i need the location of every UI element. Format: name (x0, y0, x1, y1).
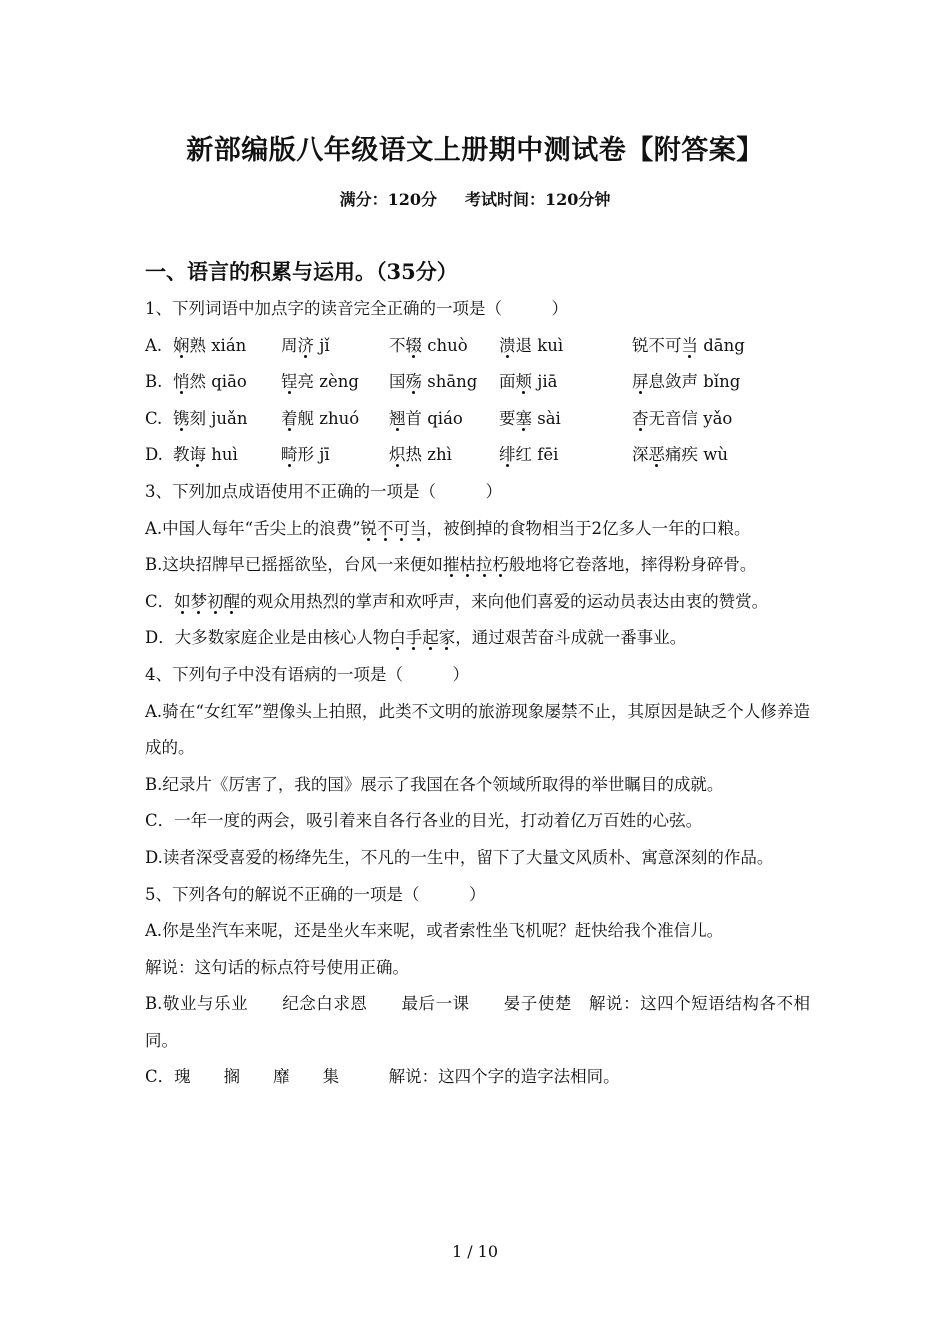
q3-stem: 3、下列加点成语使用不正确的一项是（ ） (145, 481, 502, 501)
option-text: C． (145, 591, 175, 611)
section-heading: 一、语言的积累与运用。（35分） (145, 259, 458, 284)
pinyin-text: jiā (532, 372, 558, 392)
word-item (173, 364, 281, 401)
word-text: 面 (499, 372, 516, 392)
exam-time: 考试时间：120分钟 (465, 190, 611, 209)
pinyin-text: 形 jī (297, 445, 330, 465)
dotted-char: 家 (438, 628, 456, 648)
dotted-char: 锃 (281, 372, 298, 392)
dotted-char: 白 (389, 628, 406, 648)
dotted-char: 当 (681, 335, 698, 355)
pinyin-text: 舰 zhuó (297, 408, 360, 428)
option-text: D．大多数家庭企业是由核心人物 (145, 628, 390, 648)
dotted-char: 屏 (632, 372, 649, 392)
q1-option-row (145, 364, 810, 401)
pinyin-text: 红 fēi (515, 445, 559, 465)
word-item (173, 328, 281, 365)
word-item (281, 401, 389, 438)
question-content (145, 291, 810, 1096)
word-item (389, 401, 499, 438)
word-text: 不 (389, 335, 406, 355)
dotted-char: 拉 (475, 555, 493, 575)
word-item (632, 437, 736, 474)
dotted-char: 炽 (389, 445, 406, 465)
word-item (499, 401, 632, 438)
q4-option-b: B.纪录片《厉害了，我的国》展示了我国在各个领域所取得的举世瞩目的成就。 (145, 774, 724, 794)
word-item (499, 437, 632, 474)
word-item (281, 364, 389, 401)
exam-info (0, 187, 950, 210)
dotted-char: 如 (174, 591, 191, 611)
dotted-char: 初 (207, 591, 224, 611)
pinyin-text: 痛疾 wù (665, 445, 728, 465)
dotted-char: 畸 (281, 445, 298, 465)
word-item (281, 328, 389, 365)
dotted-char: 诲 (189, 445, 206, 465)
word-item (389, 364, 499, 401)
page-title: 新部编版八年级语文上册期中测试卷【附答案】 (186, 135, 764, 166)
q5-option-a-note: 解说：这句话的标点符号使用正确。 (145, 957, 409, 977)
q1-option-row (145, 401, 810, 438)
q5-option-c: C．瑰 搁 靡 集 解说：这四个字的造字法相同。 (145, 1067, 620, 1087)
dotted-char: 杳 (632, 408, 649, 428)
dotted-char: 辍 (405, 335, 422, 355)
word-text: 国 (389, 372, 406, 392)
q4-option-c: C．一年一度的两会，吸引着来自各行各业的目光，打动着亿万百姓的心弦。 (145, 811, 703, 831)
q4-option-a: A.骑在“女红军”塑像头上拍照，此类不文明的旅游现象屡禁不止，其原因是缺乏个人修养造成的。 (145, 701, 810, 758)
dotted-char: 不 (377, 518, 394, 538)
dotted-char: 悄 (173, 372, 190, 392)
word-text: 深 (632, 445, 649, 465)
pinyin-text: 热 zhì (405, 445, 452, 465)
dotted-char: 镌 (173, 408, 190, 428)
option-text: ，通过艰苦奋斗成就一番事业。 (455, 628, 687, 648)
option-text: B.这块招牌早已摇摇欲坠，台风一来便如 (145, 555, 443, 575)
q3-option (145, 584, 810, 621)
pinyin-text: 无音信 yǎo (648, 408, 733, 428)
q3-option (145, 620, 810, 657)
option-label: A. (145, 335, 163, 355)
pinyin-text: 退 kuì (515, 335, 564, 355)
pinyin-text: huì (206, 445, 238, 465)
option-label: C. (145, 408, 163, 428)
dotted-char: 颊 (515, 372, 532, 392)
dotted-char: 可 (393, 518, 411, 538)
pinyin-text: jǐ (314, 335, 330, 355)
word-text: 教 (173, 445, 190, 465)
dotted-char: 起 (422, 628, 439, 648)
dotted-char: 摧 (442, 555, 460, 575)
dotted-char: 着 (281, 408, 298, 428)
dotted-char: 娴 (173, 335, 190, 355)
word-item (632, 328, 745, 365)
q1-option-row (145, 437, 810, 474)
q5-option-a: A.你是坐汽车来呢，还是坐火车来呢，或者索性坐飞机呢？赶快给我个准信儿。 (145, 921, 724, 941)
option-text: 般地将它卷落地，摔得粉身碎骨。 (508, 555, 757, 575)
q4-option-d: D.读者深受喜爱的杨绛先生，不凡的一生中，留下了大量文风质朴、寓意深刻的作品。 (145, 847, 774, 867)
word-item (389, 328, 499, 365)
q1-stem: 1、下列词语中加点字的读音完全正确的一项是（ ） (145, 299, 568, 318)
word-item (499, 328, 632, 365)
option-text: ，被倒掉的食物相当于2亿多人一年的口粮。 (426, 518, 751, 538)
dotted-char: 殇 (405, 372, 422, 392)
dotted-char: 溃 (499, 335, 516, 355)
word-item (389, 437, 499, 474)
pinyin-text: 刻 juǎn (189, 408, 248, 428)
pinyin-text: 首 qiáo (405, 408, 463, 428)
pinyin-text: dāng (698, 335, 745, 355)
page-number: 1 / 10 (451, 1242, 499, 1261)
q3-option (145, 511, 810, 548)
dotted-char: 枯 (459, 555, 476, 575)
dotted-char: 当 (410, 518, 427, 538)
q3-option (145, 547, 810, 584)
dotted-char: 恶 (648, 445, 665, 465)
word-text: 要 (499, 408, 516, 428)
q1-option-row (145, 328, 810, 365)
dotted-char: 绯 (499, 445, 516, 465)
dotted-char: 醒 (223, 591, 241, 611)
full-score: 满分：120分 (339, 190, 437, 209)
pinyin-text: 亮 zèng (297, 372, 359, 392)
word-text: 锐不可 (632, 335, 682, 355)
option-label: B. (145, 372, 163, 392)
pinyin-text: 熟 xián (189, 335, 247, 355)
option-text: 的观众用热烈的掌声和欢呼声，来向他们喜爱的运动员表达由衷的赞赏。 (240, 591, 769, 611)
word-item (632, 364, 741, 401)
word-text: 周 (281, 335, 298, 355)
dotted-char: 翘 (389, 408, 406, 428)
word-item (632, 401, 736, 438)
dotted-char: 济 (297, 335, 314, 355)
q5-stem: 5、下列各句的解说不正确的一项是（ ） (145, 884, 486, 904)
q1-options (145, 328, 810, 474)
pinyin-text: 息敛声 bǐng (648, 372, 741, 392)
word-item (499, 364, 632, 401)
pinyin-text: sài (532, 408, 561, 428)
pinyin-text: 然 qiāo (189, 372, 247, 392)
word-item (173, 437, 281, 474)
pinyin-text: shāng (422, 372, 478, 392)
pinyin-text: chuò (422, 335, 468, 355)
q4-stem: 4、下列句子中没有语病的一项是（ ） (145, 664, 469, 684)
dotted-char: 梦 (190, 591, 208, 611)
word-item (173, 401, 281, 438)
q5-option-b: B.敬业与乐业 纪念白求恩 最后一课 晏子使楚 解说：这四个短语结构各不相同。 (145, 994, 810, 1050)
dotted-char: 锐 (360, 518, 378, 538)
dotted-char: 朽 (492, 555, 509, 575)
option-label: D. (145, 445, 163, 465)
dotted-char: 塞 (515, 408, 532, 428)
option-text: A.中国人每年“舌尖上的浪费” (145, 518, 361, 538)
word-item (281, 437, 389, 474)
dotted-char: 手 (405, 628, 423, 648)
